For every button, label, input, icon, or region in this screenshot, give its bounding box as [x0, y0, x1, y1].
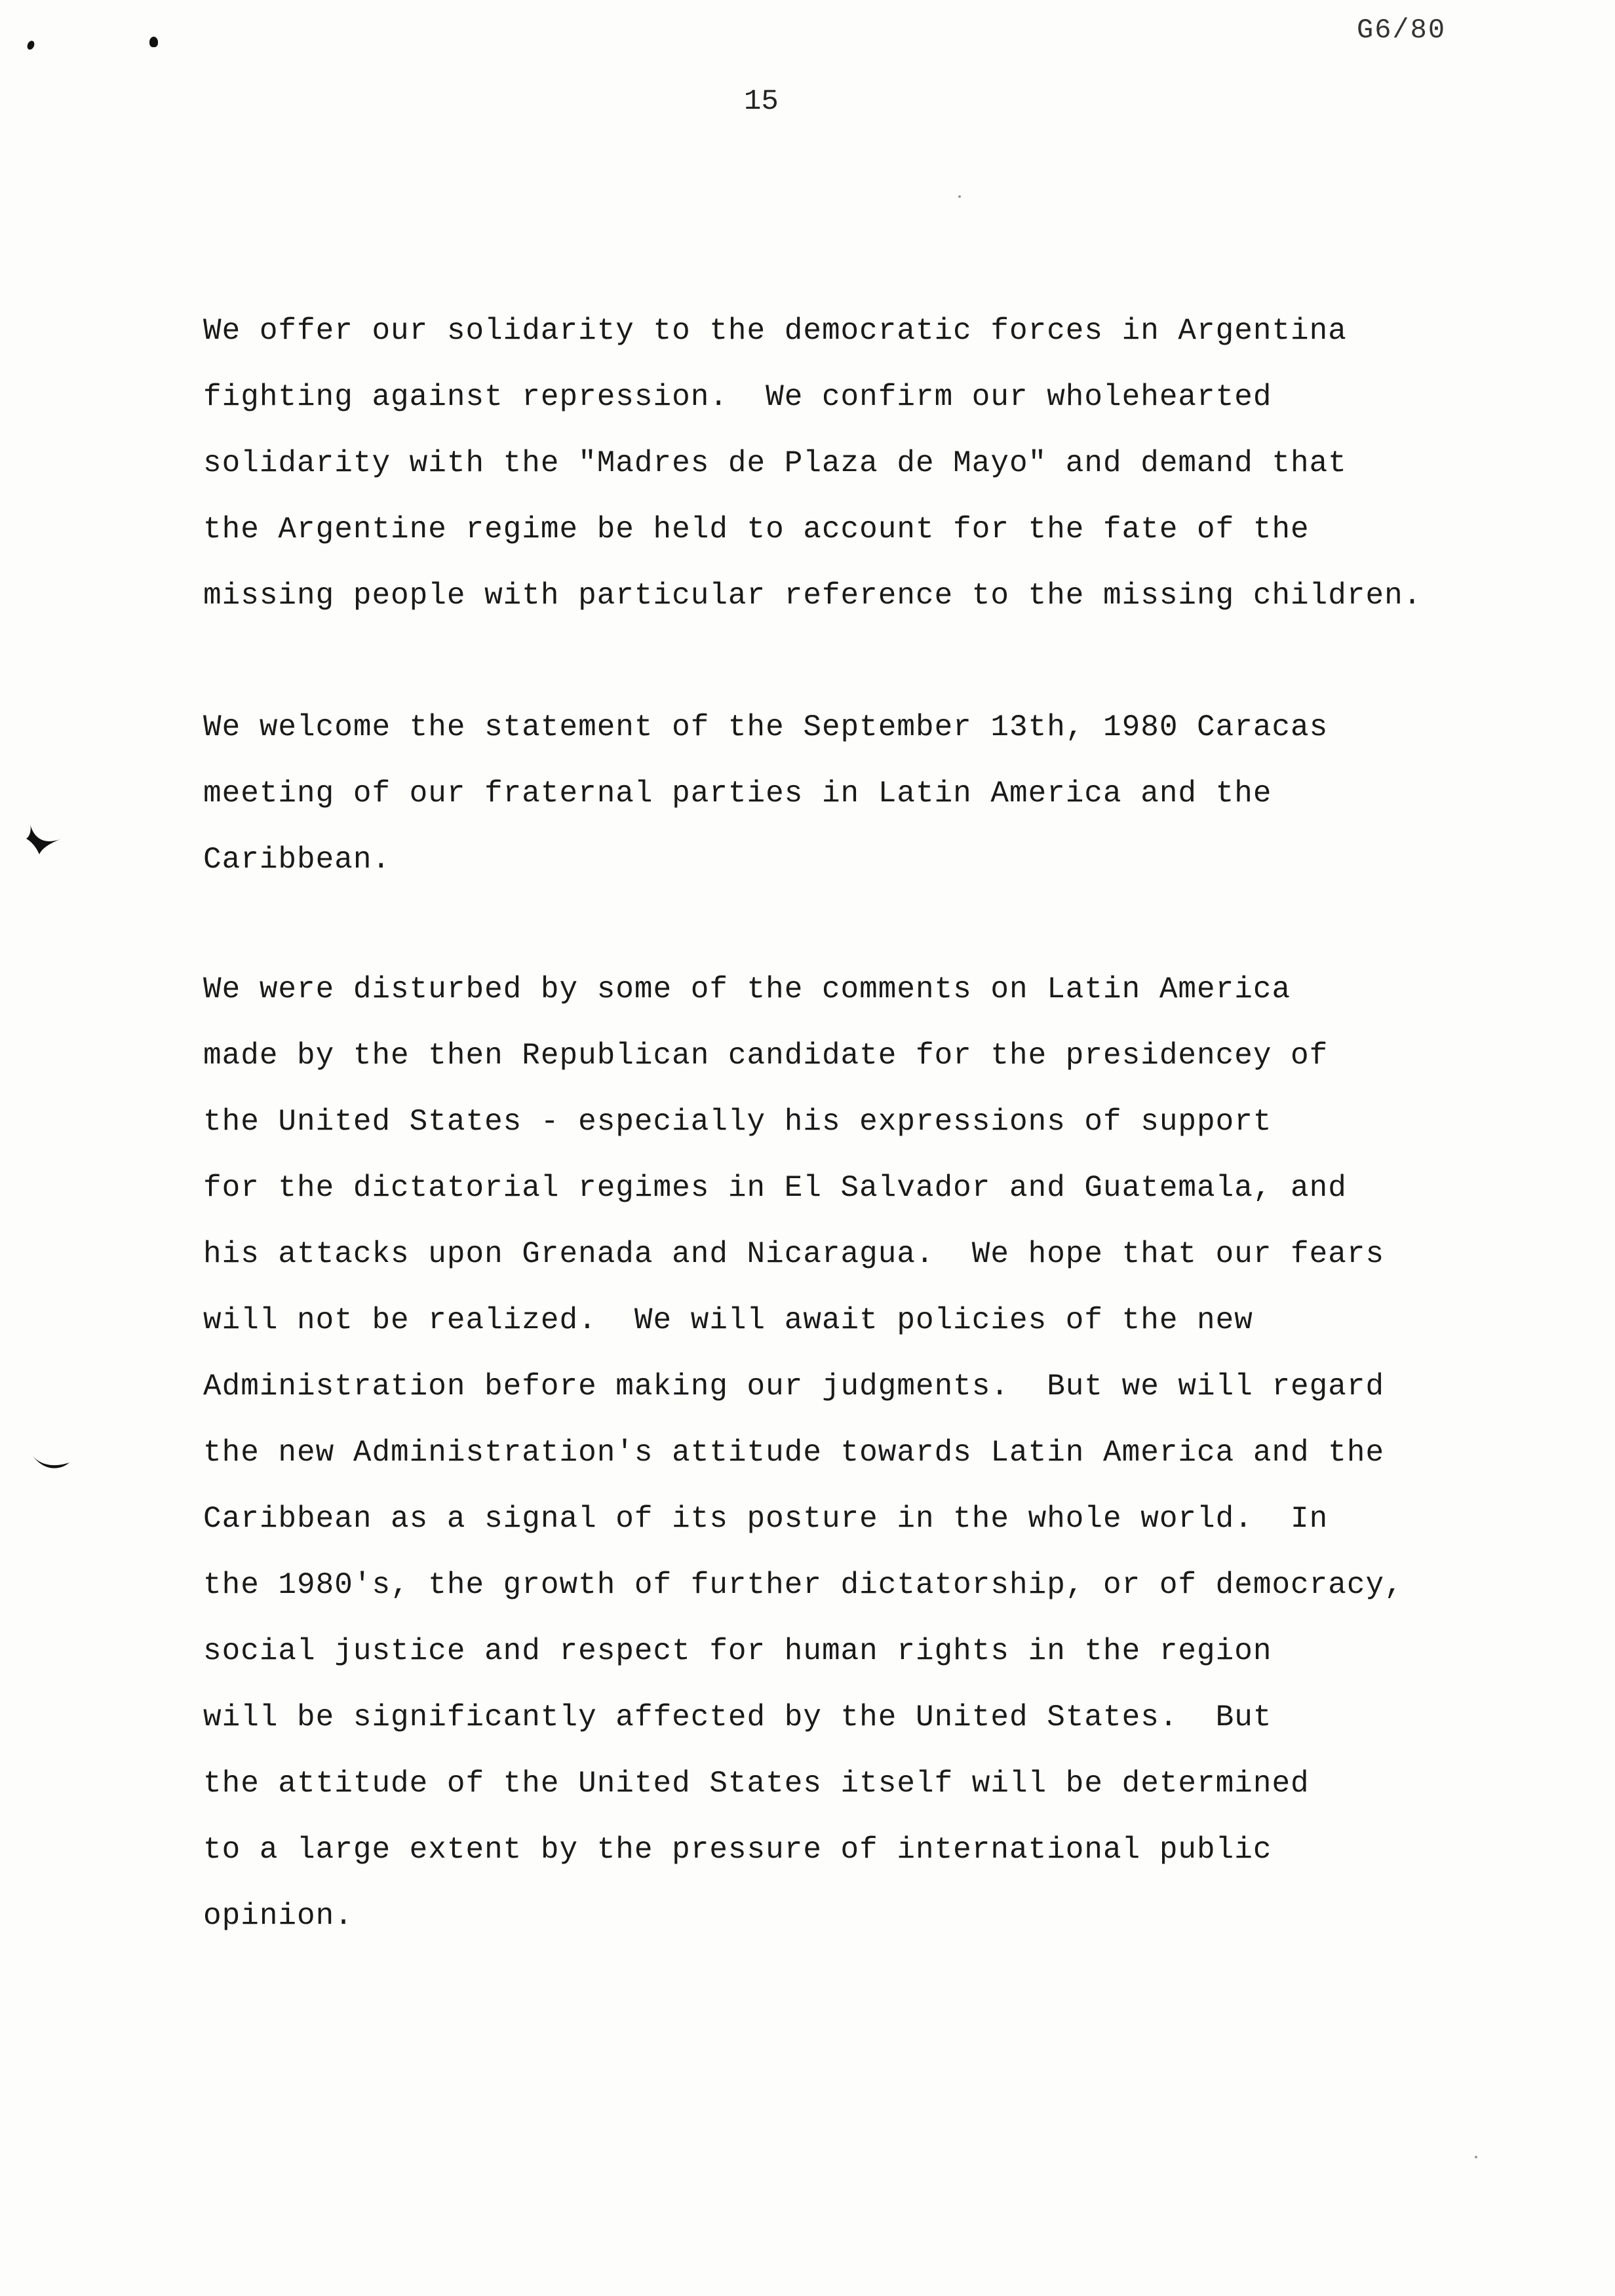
text-line: will not be realized. We will await policies of the new	[203, 1303, 1253, 1337]
text-line: the attitude of the United States itself will be determined	[203, 1767, 1310, 1801]
ink-speck	[149, 37, 158, 47]
paragraph-argentina	[203, 298, 1553, 629]
binding-hole-mark	[31, 1453, 71, 1473]
ink-speck	[1475, 2156, 1477, 2158]
text-line: the Argentine regime be held to account for the fate of the	[203, 512, 1310, 546]
ink-speck	[958, 195, 961, 198]
ink-speck	[26, 40, 36, 51]
binding-hole-mark	[25, 819, 64, 856]
text-line: meeting of our fraternal parties in Latin America and the	[203, 776, 1272, 811]
text-line: made by the then Republican candidate for the presidencey of	[203, 1039, 1329, 1073]
text-line: the 1980's, the growth of further dictatorship, or of democracy,	[203, 1568, 1403, 1602]
text-line: We welcome the statement of the September 13th, 1980 Caracas	[203, 710, 1329, 744]
document-reference: G6/80	[1357, 14, 1447, 46]
text-line: Caribbean as a signal of its posture in the whole world. In	[203, 1502, 1329, 1536]
text-line: Administration before making our judgments. But we will regard	[203, 1369, 1385, 1404]
text-line: Caribbean.	[203, 843, 391, 877]
text-line: We offer our solidarity to the democratic forces in Argentina	[203, 314, 1347, 348]
text-line: for the dictatorial regimes in El Salvador and Guatemala, and	[203, 1171, 1347, 1205]
text-line: missing people with particular reference to the missing children.	[203, 579, 1422, 613]
text-line: the United States - especially his expressions of support	[203, 1105, 1272, 1139]
text-line: solidarity with the "Madres de Plaza de Mayo" and demand that	[203, 446, 1347, 480]
page-number: 15	[744, 85, 779, 118]
text-line: to a large extent by the pressure of international public	[203, 1833, 1272, 1867]
text-line: opinion.	[203, 1899, 353, 1933]
text-line: fighting against repression. We confirm our wholehearted	[203, 380, 1272, 414]
text-line: will be significantly affected by the United States. But	[203, 1700, 1272, 1734]
text-line: social justice and respect for human rights in the region	[203, 1634, 1272, 1668]
paragraph-united-states	[203, 957, 1553, 1949]
paragraph-caracas	[203, 695, 1553, 893]
text-line: the new Administration's attitude towards Latin America and the	[203, 1436, 1385, 1470]
text-line: his attacks upon Grenada and Nicaragua. We hope that our fears	[203, 1237, 1385, 1271]
text-line: We were disturbed by some of the comments on Latin America	[203, 972, 1291, 1006]
